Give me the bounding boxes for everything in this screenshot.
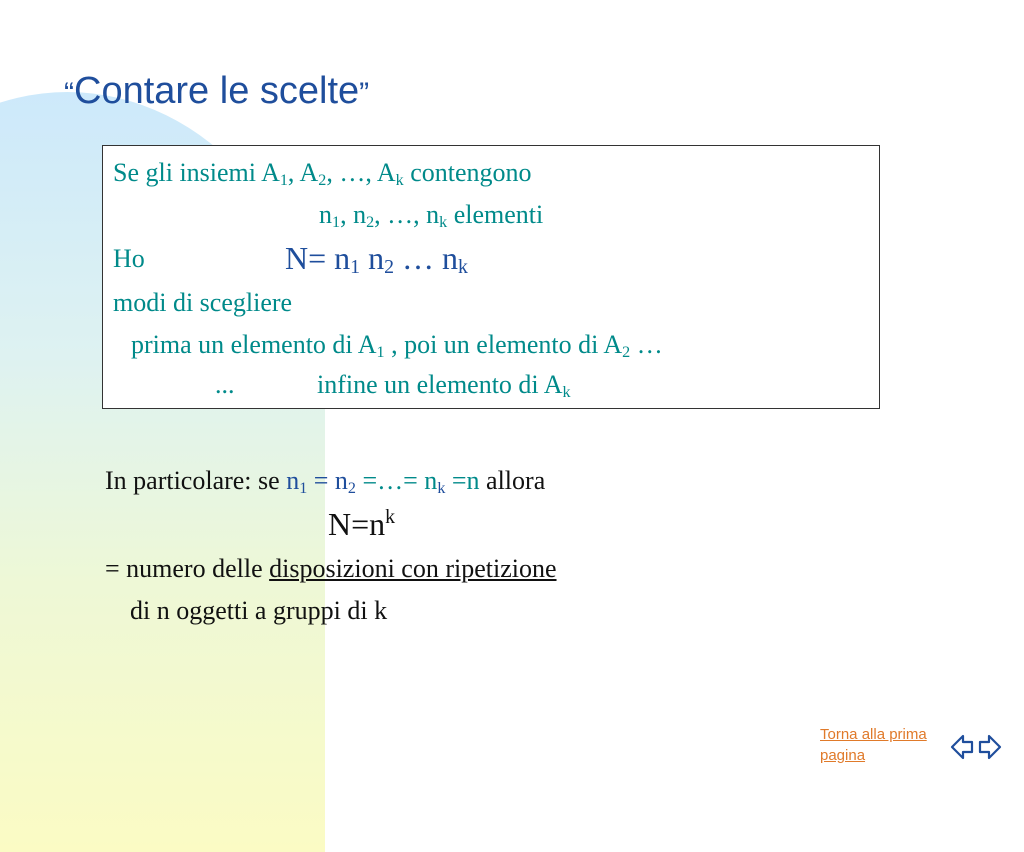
open-quote: “ [64, 77, 74, 110]
box-line-4: modi di scegliere [113, 288, 293, 317]
box-line-1: Se gli insiemi $A_1$, $A_2$, …, $A_k$ contengono [113, 158, 532, 189]
power-formula: $N=n^k$ [328, 506, 396, 542]
box-line-6-dots: ... [215, 370, 235, 399]
box-line-ho: Ho [113, 244, 145, 273]
definition-box [102, 145, 880, 409]
definition-line: = numero delle disposizioni con ripetizione [105, 554, 557, 583]
product-formula: $N= n_1$ $n_2$ … $n_k$ [285, 240, 468, 278]
box-line-6: infine un elemento di $A_k$ [317, 370, 571, 401]
title-text: Contare le scelte [74, 70, 360, 112]
particolare-line: In particolare: se $n_1 = n_2$ =…= $n_k =n$ allora [105, 466, 546, 497]
definition-line-2: di n oggetti a gruppi di k [130, 596, 388, 625]
disposizioni-term: disposizioni con ripetizione [269, 554, 557, 583]
box-line-2: $n_1$, $n_2$, …, $n_k$ elementi [319, 200, 544, 231]
back-to-first-page-link[interactable]: Torna alla prima pagina [820, 726, 927, 764]
nav-arrows-icon[interactable] [950, 730, 1002, 764]
box-line-5: prima un elemento di $A_1$ , poi un elemento di $A_2$ … [131, 330, 663, 361]
close-quote: ” [359, 77, 370, 110]
slide-title [64, 70, 369, 113]
